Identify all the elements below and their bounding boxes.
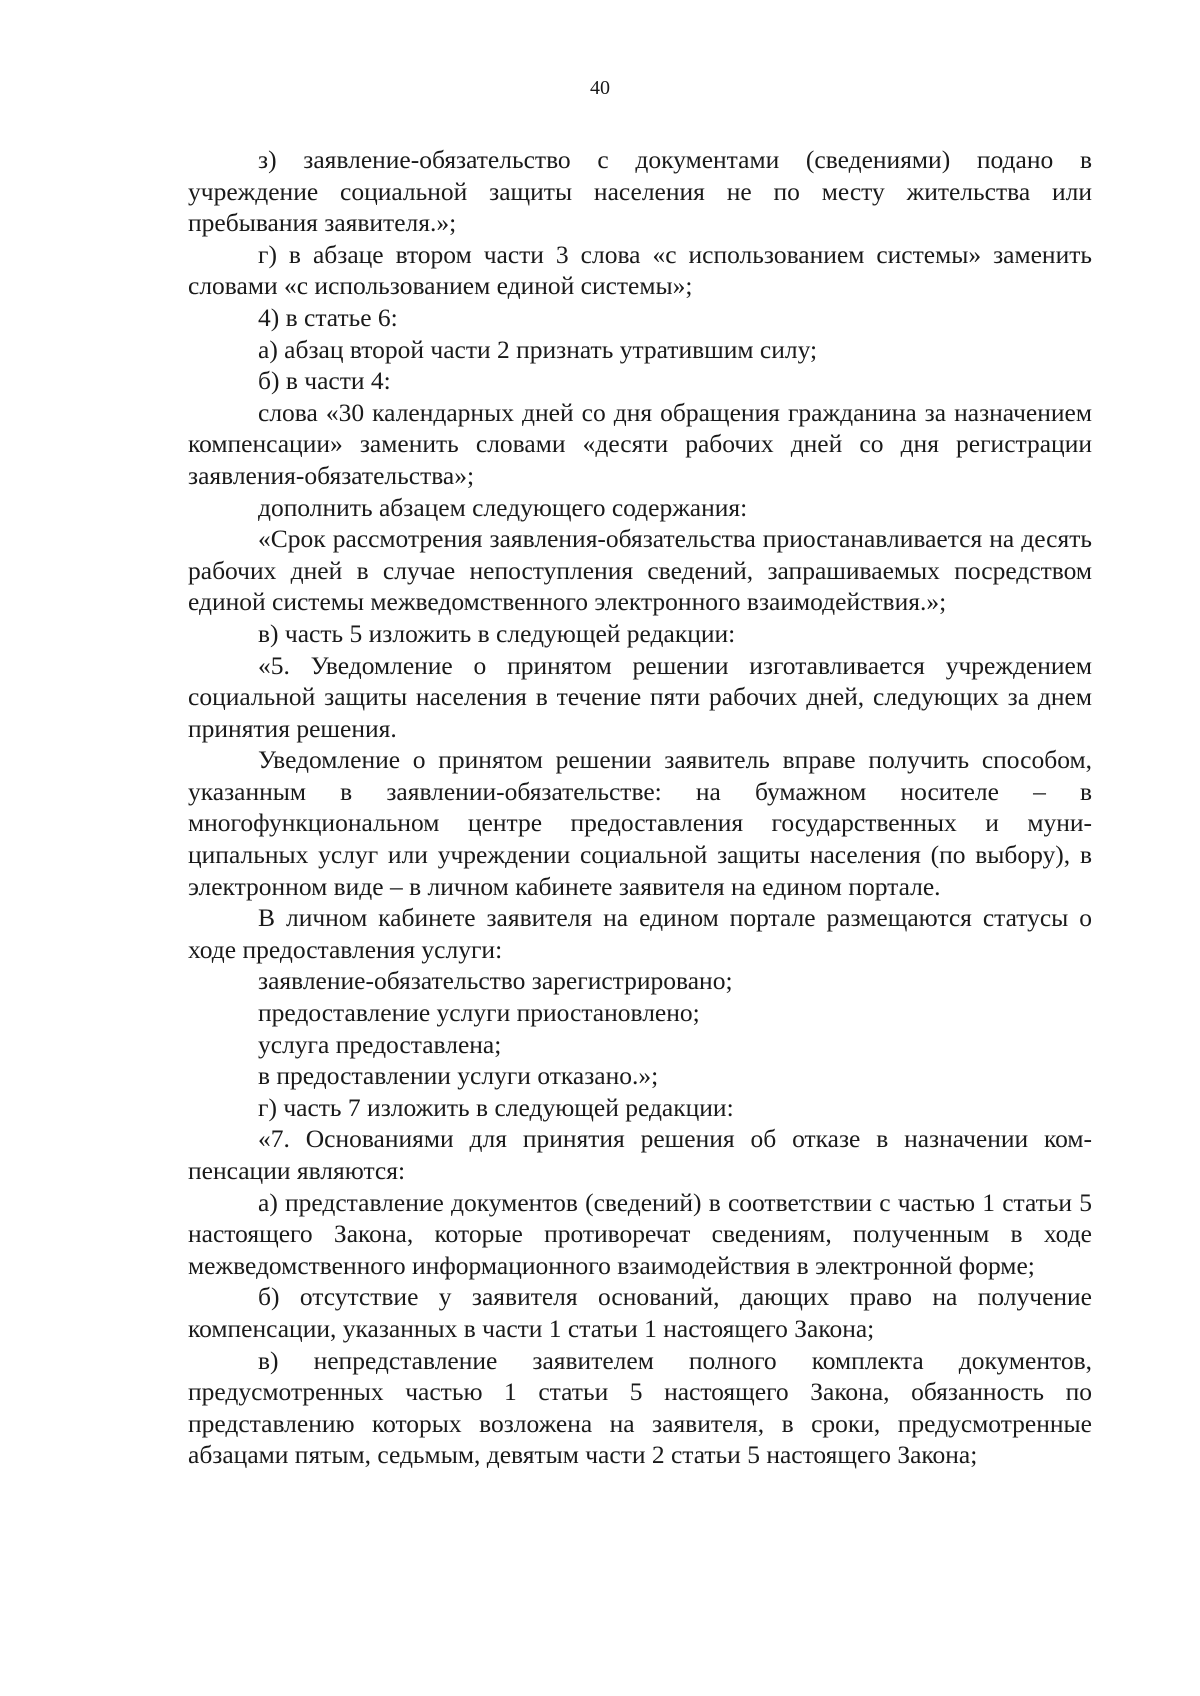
document-body xyxy=(188,144,1092,1471)
paragraph: в) часть 5 изложить в следующей редакции: xyxy=(258,618,736,648)
paragraph: «7. Основаниями для принятия решения об отказе в назначении компенсации являются: xyxy=(188,1124,1092,1185)
paragraph: з) заявление-обязательство с документами (сведениями) подано в учреждение социальной защиты населения не по месту жительства или пребывания заявителя.»; xyxy=(188,145,1092,238)
paragraph: б) в части 4: xyxy=(258,366,391,396)
paragraph: Уведомление о принятом решении заявитель вправе получить способом, указанным в заявлении-обязательстве: на бумажном носителе – в многофункциональном центре предоставления государственных и муниципальных услуг или учреждении социальной защиты населения (по выбору), в электронном виде – в личном кабинете заявителя на едином портале. xyxy=(188,745,1092,901)
paragraph: «Срок рассмотрения заявления-обязательства приостанавливается на десять рабочих дней в случае непоступления сведений, запрашиваемых посредством единой системы межведомственного электронного взаимодействия.»; xyxy=(188,524,1092,617)
paragraph: предоставление услуги приостановлено; xyxy=(258,998,700,1028)
paragraph: а) абзац второй части 2 признать утратившим силу; xyxy=(258,334,818,364)
paragraph: заявление-обязательство зарегистрировано; xyxy=(258,966,733,996)
paragraph: г) в абзаце втором части 3 слова «с использованием системы» заменить словами «с использованием единой системы»; xyxy=(188,239,1092,301)
paragraph: в предоставлении услуги отказано.»; xyxy=(258,1061,659,1091)
paragraph: В личном кабинете заявителя на едином портале размещаются статусы о ходе предоставления услуги: xyxy=(188,903,1092,964)
paragraph: в) непредставление заявителем полного комплекта документов, предусмотренных частью 1 статьи 5 настоящего Закона, обязанность по представлению которых возложена на заявителя, в сроки, предусмотренные абзацами пятым, седьмым, девятым части 2 статьи 5 настоящего Закона; xyxy=(188,1345,1092,1470)
paragraph: «5. Уведомление о принятом решении изготавливается учреждением социальной защиты населения в течение пяти рабочих дней, следующих за днем принятия решения. xyxy=(188,650,1092,743)
paragraph: 4) в статье 6: xyxy=(258,302,398,332)
page-number: 40 xyxy=(590,77,610,99)
paragraph: а) представление документов (сведений) в соответствии с частью 1 статьи 5 настоящего Закона, которые противоречат сведениям, полученным в ходе межведомственного информационного взаимодействия в электронной форме; xyxy=(188,1187,1092,1280)
paragraph: услуга предоставлена; xyxy=(258,1029,502,1059)
paragraph: дополнить абзацем следующего содержания: xyxy=(258,492,748,522)
paragraph: б) отсутствие у заявителя оснований, дающих право на получение компенсации, указанных в части 1 статьи 1 настоящего Закона; xyxy=(188,1282,1092,1343)
paragraph: слова «30 календарных дней со дня обращения гражданина за назначением компенсации» заменить словами «десяти рабочих дней со дня регистрации заявления-обязательства»; xyxy=(188,397,1092,490)
paragraph: г) часть 7 изложить в следующей редакции: xyxy=(258,1092,734,1122)
